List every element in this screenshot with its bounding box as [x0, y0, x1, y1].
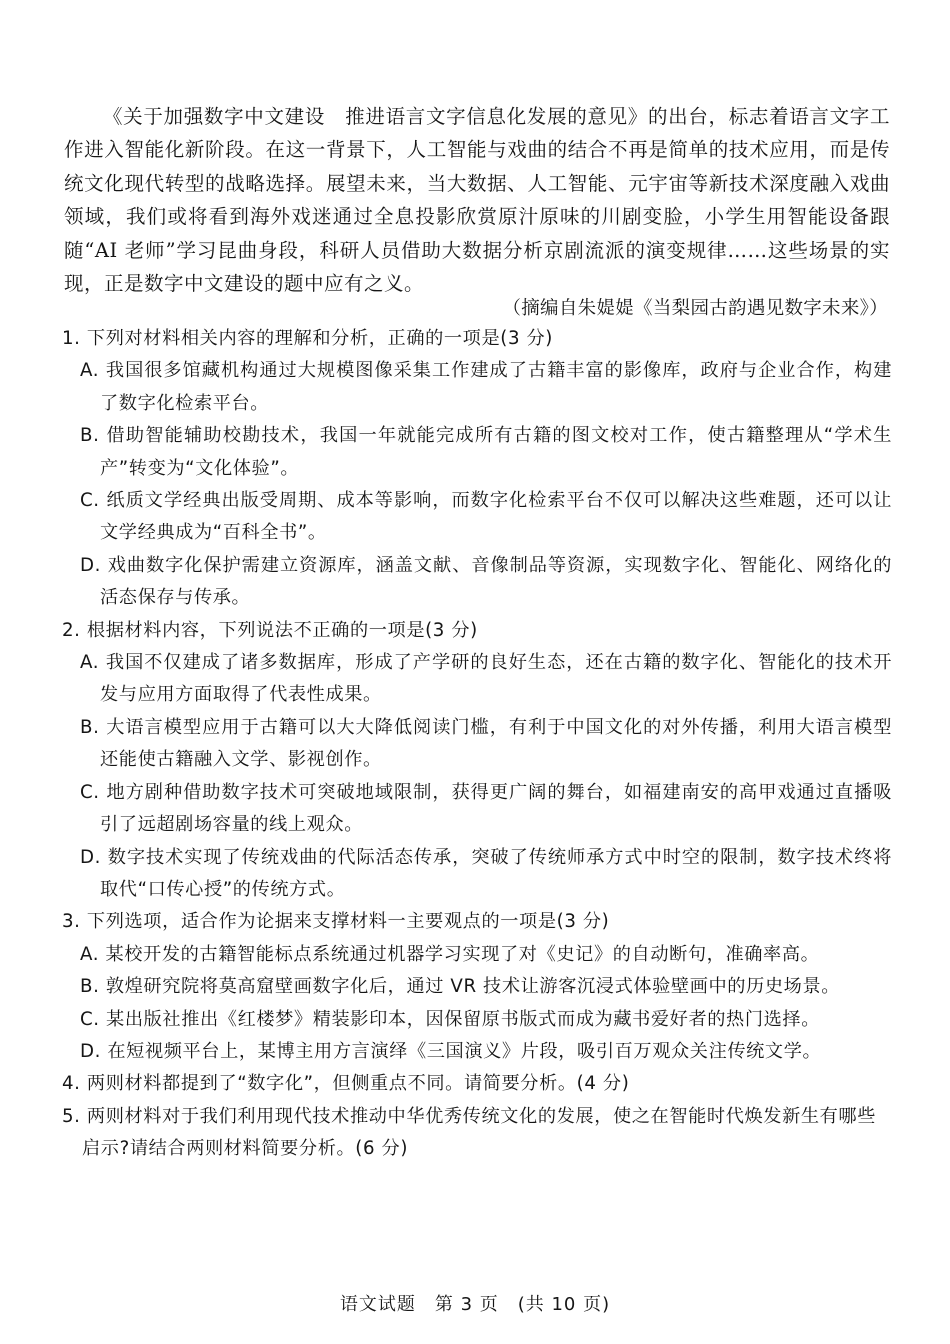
question-list: [62, 323, 892, 1166]
question-2: [62, 615, 892, 907]
question-stem: 5. 两则材料对于我们利用现代技术推动中华优秀传统文化的发展，使之在智能时代焕发新生有哪些启示?请结合两则材料简要分析。(6 分): [62, 1105, 877, 1160]
option-b: B. 大语言模型应用于古籍可以大大降低阅读门槛，有利于中国文化的对外传播，利用大语言模型还能使古籍融入文学、影视创作。: [80, 716, 892, 771]
option-c: C. 纸质文学经典出版受周期、成本等影响，而数字化检索平台不仅可以解决这些难题，还可以让文学经典成为“百科全书”。: [80, 490, 892, 544]
option-c: C. 某出版社推出《红楼梦》精装影印本，因保留原书版式而成为藏书爱好者的热门选择。: [80, 1008, 820, 1030]
option-b: B. 借助智能辅助校勘技术，我国一年就能完成所有古籍的图文校对工作，使古籍整理从“学术生产”转变为“文化体验”。: [80, 425, 892, 479]
question-3: [62, 906, 892, 1068]
option-d: D. 在短视频平台上，某博主用方言演绎《三国演义》片段，吸引百万观众关注传统文学。: [80, 1040, 822, 1062]
option-a: A. 我国很多馆藏机构通过大规模图像采集工作建成了古籍丰富的影像库，政府与企业合作，构建了数字化检索平台。: [80, 360, 892, 414]
option-d: D. 数字技术实现了传统戏曲的代际活态传承，突破了传统师承方式中时空的限制，数字技术终将取代“口传心授”的传统方式。: [80, 846, 892, 900]
option-d: D. 戏曲数字化保护需建立资源库，涵盖文献、音像制品等资源，实现数字化、智能化、网络化的活态保存与传承。: [80, 554, 892, 609]
question-stem: 1. 下列对材料相关内容的理解和分析，正确的一项是(3 分): [62, 328, 553, 349]
option-c: C. 地方剧种借助数字技术可突破地域限制，获得更广阔的舞台，如福建南安的高甲戏通过直播吸引了远超剧场容量的线上观众。: [80, 781, 892, 836]
reading-passage: 《关于加强数字中文建设 推进语言文字信息化发展的意见》的出台，标志着语言文字工作进入智能化新阶段。在这一背景下，人工智能与戏曲的结合不再是简单的技术应用，而是传统文化现代转型的战略选择。展望未来，当大数据、人工智能、元宇宙等新技术深度融入戏曲领域，我们或将看到海外戏迷通过全息投影欣赏原汁原味的川剧变脸，小学生用智能设备跟随“AI 老师”学习昆曲身段，科研人员借助大数据分析京剧流派的演变规律……这些场景的实现，正是数字中文建设的题中应有之义。: [64, 105, 890, 296]
question-stem: 3. 下列选项，适合作为论据来支撑材料一主要观点的一项是(3 分): [62, 911, 610, 933]
question-4: [62, 1068, 892, 1100]
page-footer: 语文试题 第 3 页 (共 10 页): [339, 1294, 611, 1315]
question-stem: 4. 两则材料都提到了“数字化”，但侧重点不同。请简要分析。(4 分): [62, 1073, 630, 1095]
option-a: A. 我国不仅建成了诸多数据库，形成了产学研的良好生态，还在古籍的数字化、智能化的技术开发与应用方面取得了代表性成果。: [80, 652, 892, 706]
option-b: B. 敦煌研究院将莫高窟壁画数字化后，通过 VR 技术让游客沉浸式体验壁画中的历史场景。: [80, 976, 841, 998]
question-5: [62, 1101, 892, 1166]
option-a: A. 某校开发的古籍智能标点系统通过机器学习实现了对《史记》的自动断句，准确率高。: [80, 943, 820, 965]
passage-source: （摘编自朱媞媞《当梨园古韵遇见数字未来》）: [502, 298, 888, 319]
question-stem: 2. 根据材料内容，下列说法不正确的一项是(3 分): [62, 619, 478, 641]
question-1: [62, 323, 892, 615]
